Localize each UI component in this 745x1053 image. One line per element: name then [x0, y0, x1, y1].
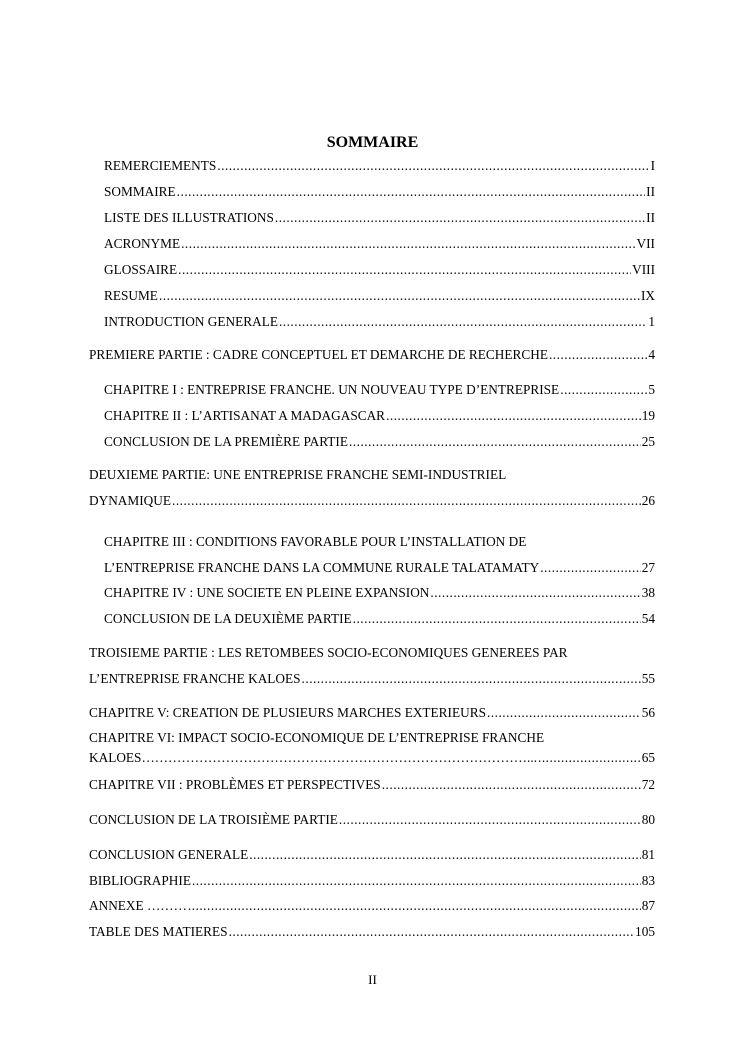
toc-entry-page: 5 — [648, 382, 655, 397]
toc-entry-resume[interactable] — [104, 288, 655, 304]
toc-entry-chapitre-3-line1: CHAPITRE III : CONDITIONS FAVORABLE POUR L’INSTALLATION DE — [104, 534, 527, 549]
toc-entry-label: CHAPITRE VII : PROBLÈMES ET PERSPECTIVES — [89, 777, 381, 792]
toc-entry-page: 105 — [635, 924, 655, 939]
toc-entry-page: 55 — [641, 671, 655, 686]
toc-entry-deuxieme-partie[interactable] — [89, 493, 655, 509]
toc-entry-label: CONCLUSION GENERALE — [89, 847, 249, 862]
toc-entry-page: 56 — [641, 705, 655, 720]
toc-entry-chapitre-6-line1 — [89, 730, 655, 746]
toc-entry-label: ANNEXE ……… — [89, 898, 187, 913]
toc-entry-label: CHAPITRE IV : UNE SOCIETE EN PLEINE EXPANSION — [104, 585, 430, 600]
toc-entry-conclusion-generale[interactable] — [89, 847, 655, 863]
toc-entry-label: SOMMAIRE — [104, 184, 176, 199]
toc-entry-page: VII — [636, 236, 655, 251]
toc-entry-label: LISTE DES ILLUSTRATIONS — [104, 210, 274, 225]
dot-leader — [181, 236, 635, 252]
dot-leader — [487, 705, 641, 721]
dot-leader — [178, 262, 631, 278]
dot-leader — [339, 812, 641, 828]
toc-entry-label: L’ENTREPRISE FRANCHE DANS LA COMMUNE RURALE TALATAMATY — [104, 560, 540, 575]
toc-entry-label: ACRONYME — [104, 236, 181, 251]
toc-entry-page: 4 — [648, 347, 655, 362]
dot-leader — [229, 924, 634, 940]
dot-leader — [430, 585, 640, 601]
toc-entry-page: 38 — [641, 585, 655, 600]
toc-entry-page: IX — [640, 288, 655, 303]
toc-entry-label-line1: CHAPITRE VI: IMPACT SOCIO-ECONOMIQUE DE L’ENTREPRISE FRANCHE — [89, 730, 545, 745]
toc-entry-label: CONCLUSION DE LA PREMIÈRE PARTIE — [104, 434, 348, 449]
toc-entry-label: TABLE DES MATIERES — [89, 924, 228, 939]
dot-leader — [249, 847, 641, 863]
dot-leader — [382, 777, 641, 793]
dot-leader — [560, 382, 647, 398]
toc-entry-remerciements[interactable] — [104, 158, 655, 174]
toc-entry-label: CONCLUSION DE LA TROISIÈME PARTIE — [89, 812, 338, 827]
toc-entry-page: 19 — [641, 408, 655, 423]
toc-entry-annexe[interactable] — [89, 898, 655, 914]
toc-entry-label: CHAPITRE I : ENTREPRISE FRANCHE. UN NOUVEAU TYPE D’ENTREPRISE — [104, 382, 560, 397]
toc-entry-chapitre-5[interactable] — [89, 705, 655, 721]
page-title: SOMMAIRE — [326, 134, 419, 151]
toc-entry-page: II — [646, 184, 655, 199]
dot-leader — [386, 408, 641, 424]
toc-entry-troisieme-partie[interactable] — [89, 671, 655, 687]
toc-entry-deuxieme-partie-line1: DEUXIEME PARTIE: UNE ENTREPRISE FRANCHE SEMI-INDUSTRIEL — [89, 467, 507, 482]
toc-entry-conclusion-troisieme-partie[interactable] — [89, 812, 655, 828]
toc-entry-label: GLOSSAIRE — [104, 262, 178, 277]
toc-entry-chapitre-1[interactable] — [104, 382, 655, 398]
dot-leader — [538, 750, 641, 766]
toc-entry-page: 1 — [648, 314, 655, 329]
toc-entry-label: CHAPITRE V: CREATION DE PLUSIEURS MARCHES EXTERIEURS — [89, 705, 486, 720]
toc-entry-page: I — [650, 158, 655, 173]
toc-entry-page: 27 — [641, 560, 655, 575]
toc-entry-label: KALOES……………………………………………………………………………... — [89, 750, 538, 765]
toc-entry-table-des-matieres[interactable] — [89, 924, 655, 940]
toc-entry-acronyme[interactable] — [104, 236, 655, 252]
toc-entry-chapitre-4[interactable] — [104, 585, 655, 601]
toc-entry-label: RESUME — [104, 288, 158, 303]
toc-entry-page: 26 — [641, 493, 655, 508]
toc-entry-glossaire[interactable] — [104, 262, 655, 278]
toc-entry-label: CONCLUSION DE LA DEUXIÈME PARTIE — [104, 611, 352, 626]
toc-entry-page: 72 — [641, 777, 655, 792]
toc-entry-label: L’ENTREPRISE FRANCHE KALOES — [89, 671, 301, 686]
toc-entry-conclusion-deuxieme-partie[interactable] — [104, 611, 655, 627]
toc-entry-introduction-generale[interactable] — [104, 314, 655, 330]
toc-entry-sommaire[interactable] — [104, 184, 655, 200]
toc-entry-page: 87 — [641, 898, 655, 913]
toc-entry-label: CHAPITRE II : L’ARTISANAT A MADAGASCAR — [104, 408, 386, 423]
dot-leader — [177, 184, 645, 200]
toc-entry-label: PREMIERE PARTIE : CADRE CONCEPTUEL ET DEMARCHE DE RECHERCHE — [89, 347, 548, 362]
dot-leader — [188, 898, 641, 914]
toc-entry-liste-illustrations[interactable] — [104, 210, 655, 226]
dot-leader — [172, 493, 641, 509]
toc-entry-label: INTRODUCTION GENERALE — [104, 314, 278, 329]
toc-entry-page: 83 — [641, 873, 655, 888]
toc-entry-chapitre-7[interactable] — [89, 777, 655, 793]
toc-entry-conclusion-premiere-partie[interactable] — [104, 434, 655, 450]
toc-entry-page: VIII — [632, 262, 655, 277]
toc-entry-chapitre-6[interactable] — [89, 750, 655, 766]
toc-entry-page: 25 — [641, 434, 655, 449]
dot-leader — [192, 873, 641, 889]
dot-leader — [275, 210, 645, 226]
dot-leader — [349, 434, 641, 450]
dot-leader — [302, 671, 641, 687]
dot-leader — [540, 560, 640, 576]
toc-entry-label: REMERCIEMENTS — [104, 158, 217, 173]
toc-entry-label: BIBLIOGRAPHIE — [89, 873, 191, 888]
dot-leader — [217, 158, 649, 174]
toc-entry-page: II — [646, 210, 655, 225]
page-number: II — [368, 972, 377, 987]
toc-entry-page: 81 — [641, 847, 655, 862]
toc-entry-bibliographie[interactable] — [89, 873, 655, 889]
dot-leader — [353, 611, 641, 627]
toc-entry-page: 54 — [641, 611, 655, 626]
dot-leader — [159, 288, 640, 304]
toc-entry-page: 80 — [641, 812, 655, 827]
dot-leader — [549, 347, 647, 363]
toc-entry-chapitre-2[interactable] — [104, 408, 655, 424]
dot-leader — [279, 314, 647, 330]
toc-entry-premiere-partie[interactable] — [89, 347, 655, 363]
toc-entry-troisieme-partie-line1: TROISIEME PARTIE : LES RETOMBEES SOCIO-ECONOMIQUES GENEREES PAR — [89, 645, 568, 660]
toc-entry-page: 65 — [641, 750, 655, 765]
toc-entry-label: DYNAMIQUE — [89, 493, 171, 508]
toc-entry-chapitre-3[interactable] — [104, 560, 655, 576]
